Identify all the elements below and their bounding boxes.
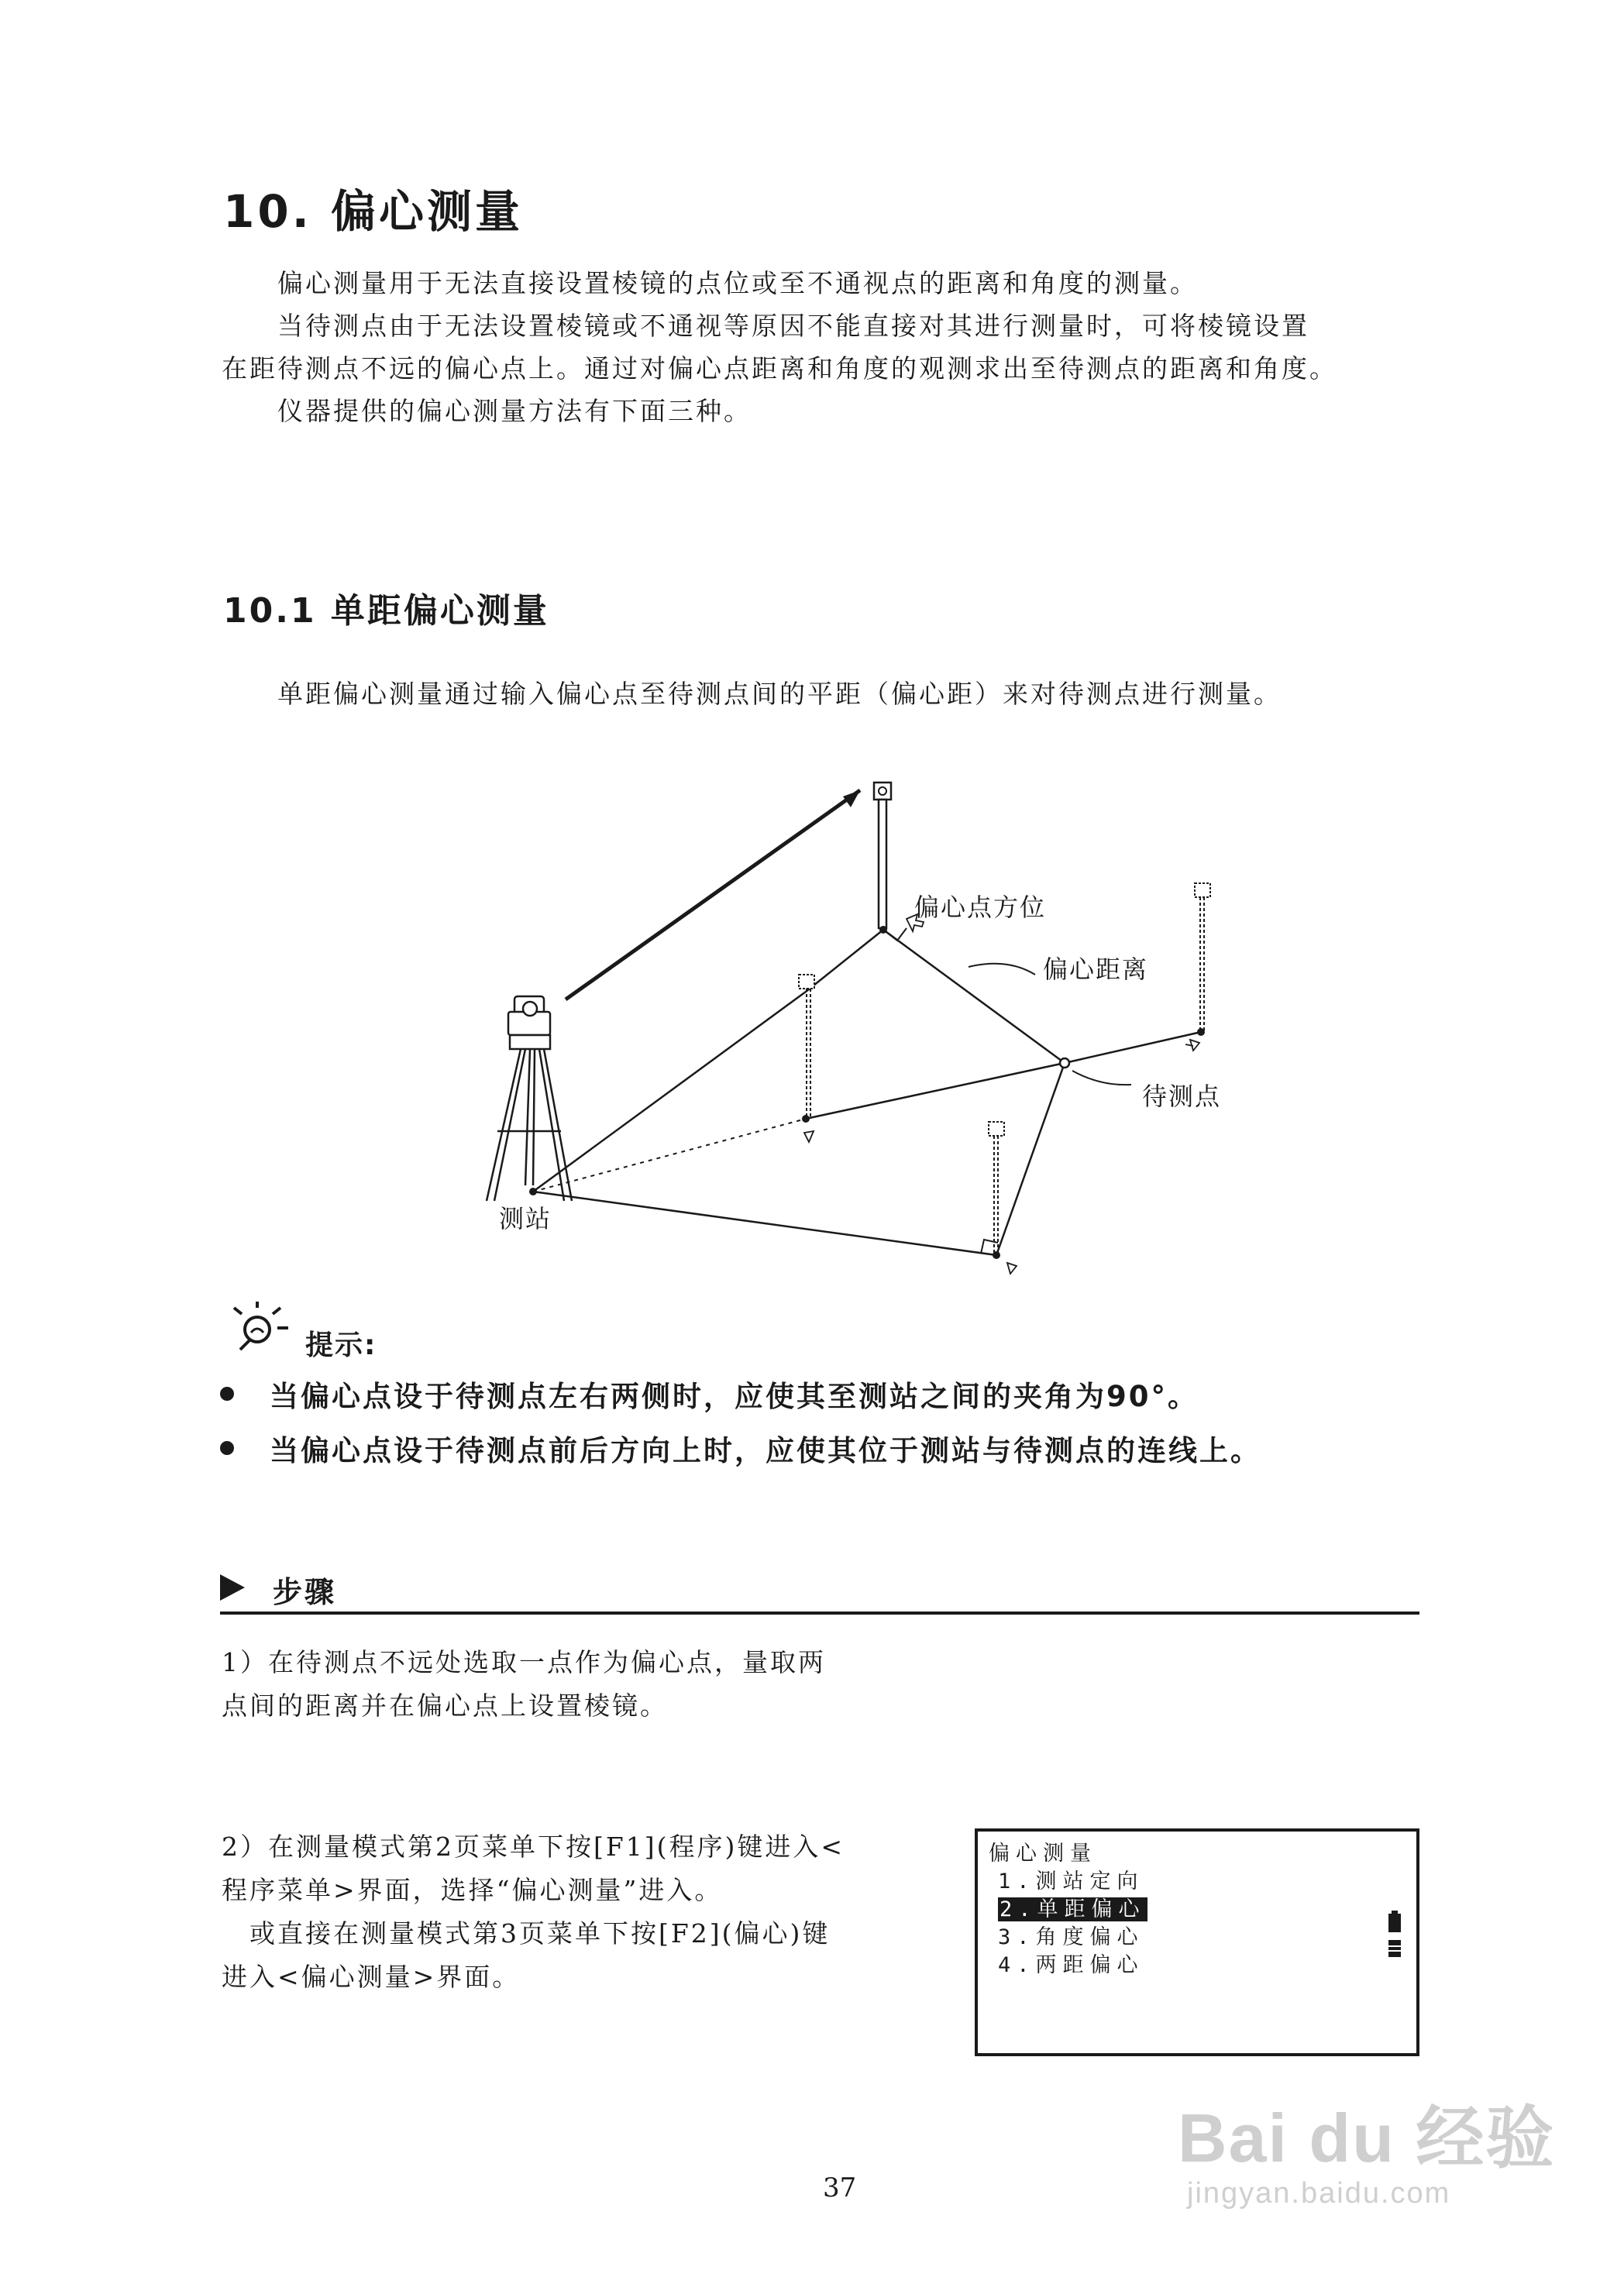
- section-heading: 10.1 单距偏心测量: [223, 591, 549, 631]
- line-station-to-bottom: [533, 1192, 996, 1255]
- label-offset-distance: 偏心距离: [1043, 955, 1149, 984]
- step1-line-2: 点间的距离并在偏心点上设置棱镜。: [222, 1691, 668, 1721]
- tip-item-2-text: 当偏心点设于待测点前后方向上时，应使其位于测站与待测点的连线上。: [270, 1434, 1261, 1467]
- step2-line-4: 进入<偏心测量>界面。: [222, 1962, 521, 1992]
- screen-item-1[interactable]: 1.测站定向: [998, 1870, 1144, 1894]
- baidu-watermark: [1178, 2084, 1555, 2210]
- tip-title: 提示:: [305, 1329, 377, 1361]
- tip-item-1: [220, 1373, 1199, 1415]
- sight-arrowhead: [843, 790, 860, 807]
- arrow-icon-left: [804, 1131, 814, 1142]
- label-station: 测站: [499, 1204, 552, 1233]
- lightbulb-icon: [229, 1302, 294, 1353]
- step2-line-1: 2）在测量模式第2页菜单下按[F1](程序)键进入<: [222, 1832, 845, 1862]
- total-station-icon: [487, 996, 572, 1201]
- target-point: [1060, 1058, 1069, 1068]
- sight-line: [566, 790, 860, 999]
- screen-item-4[interactable]: 4.两距偏心: [998, 1953, 1144, 1977]
- step2-line-3: 或直接在测量模式第3页菜单下按[F2](偏心)键: [249, 1918, 831, 1949]
- label-offset-direction: 偏心点方位: [914, 893, 1047, 922]
- watermark-url: jingyan.baidu.com: [1187, 2177, 1451, 2210]
- arrow-icon-bottom: [1007, 1263, 1017, 1274]
- right-offset-point: [1197, 1028, 1205, 1036]
- station-point: [529, 1188, 537, 1195]
- line-station-to-left-offset: [533, 992, 806, 1192]
- intro-line-2: 当待测点由于无法设置棱镜或不通视等原因不能直接对其进行测量时，可将棱镜设置: [277, 311, 1309, 341]
- tip-item-1-text: 当偏心点设于待测点左右两侧时，应使其至测站之间的夹角为90°。: [270, 1380, 1199, 1413]
- triangle-arrow-icon: [220, 1574, 245, 1601]
- dotted-sight-line: [533, 1119, 806, 1192]
- target-leader: [1072, 1071, 1131, 1085]
- tip-item-2: [220, 1427, 1261, 1469]
- offset-distance-leader: [969, 964, 1035, 975]
- bullet-icon: [220, 1387, 234, 1401]
- arrow-icon-right: [1185, 1040, 1199, 1051]
- bottom-offset-prism-icon: [989, 1122, 1004, 1254]
- bottom-offset-point: [993, 1251, 1000, 1259]
- line-left-offset-to-top: [806, 930, 883, 992]
- intro-line-4: 仪器提供的偏心测量方法有下面三种。: [277, 396, 752, 426]
- top-offset-point: [879, 926, 887, 934]
- line-left-to-target: [806, 1063, 1065, 1119]
- label-target-point: 待测点: [1142, 1082, 1222, 1111]
- watermark-brand: Bai du 经验: [1178, 2100, 1556, 2176]
- elevated-prism-icon: [874, 783, 891, 928]
- instrument-screen: [975, 1828, 1419, 2056]
- step1-line-1: 1）在待测点不远处选取一点作为偏心点，量取两: [222, 1647, 826, 1677]
- battery-icon: [1387, 1911, 1402, 1962]
- right-offset-prism-icon: [1195, 883, 1210, 1030]
- bullet-icon: [220, 1441, 234, 1455]
- step2-line-2: 程序菜单>界面，选择“偏心测量”进入。: [222, 1875, 723, 1905]
- screen-item-3[interactable]: 3.角度偏心: [998, 1925, 1144, 1949]
- page-number: 37: [823, 2172, 857, 2203]
- screen-item-2-selected[interactable]: [998, 1897, 1147, 1923]
- steps-title: 步骤: [273, 1575, 337, 1609]
- steps-divider: [220, 1612, 1419, 1615]
- line-target-to-right: [1065, 1032, 1201, 1063]
- section-description: 单距偏心测量通过输入偏心点至待测点间的平距（偏心距）来对待测点进行测量。: [277, 679, 1282, 709]
- screen-item-2-label: 2.单距偏心: [1000, 1897, 1146, 1921]
- page-heading: 10. 偏心测量: [223, 185, 523, 238]
- line-target-to-bottom: [996, 1063, 1065, 1255]
- intro-line-1: 偏心测量用于无法直接设置棱镜的点位或至不通视点的距离和角度的测量。: [277, 268, 1198, 298]
- intro-line-3: 在距待测点不远的偏心点上。通过对偏心点距离和角度的观测求出至待测点的距离和角度。: [222, 353, 1337, 384]
- line-offset-distance: [883, 930, 1065, 1063]
- left-offset-point: [802, 1115, 810, 1123]
- offset-measurement-diagram: [434, 767, 1286, 1302]
- screen-title: 偏心测量: [989, 1842, 1097, 1866]
